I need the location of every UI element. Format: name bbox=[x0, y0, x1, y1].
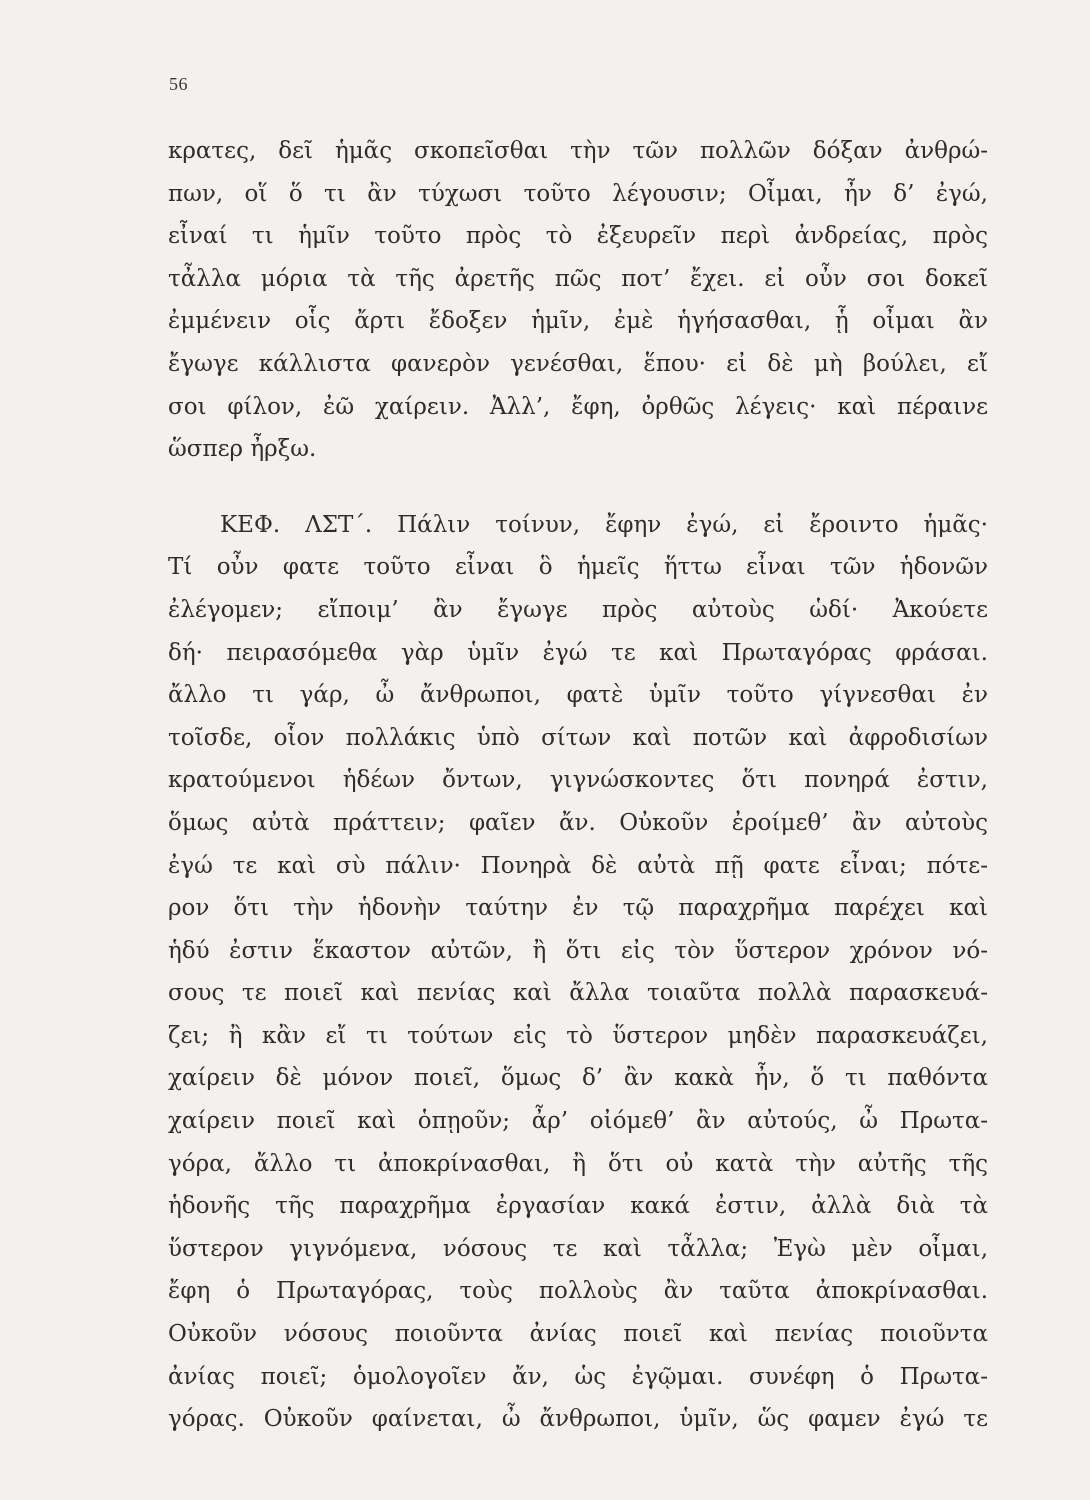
text-line: ἀνίας ποιεῖ; ὁμολογοῖεν ἄν, ὡς ἐγῷμαι. συνέφη ὁ Πρωτα- bbox=[168, 1363, 988, 1390]
text-line: ὥσπερ ἦρξω. bbox=[168, 436, 317, 463]
text-line: πων, οἵ ὅ τι ἂν τύχωσι τοῦτο λέγουσιν; Οἶμαι, ἦν δ’ ἐγώ, bbox=[168, 180, 988, 207]
text-line: ἐγώ τε καὶ σὺ πάλιν· Πονηρὰ δὲ αὐτὰ πῇ φατε εἶναι; πότε- bbox=[168, 852, 988, 879]
text-line: ἔφη ὁ Πρωταγόρας, τοὺς πολλοὺς ἂν ταῦτα ἀποκρίνασθαι. bbox=[168, 1278, 988, 1305]
text-line: εἶναί τι ἡμῖν τοῦτο πρὸς τὸ ἐξευρεῖν περὶ ἀνδρείας, πρὸς bbox=[168, 223, 988, 250]
text-line: ἐλέγομεν; εἴποιμ’ ἂν ἔγωγε πρὸς αὐτοὺς ὡδί· Ἀκούετε bbox=[168, 596, 988, 623]
body-text bbox=[168, 130, 988, 1441]
text-line: ἡδύ ἐστιν ἕκαστον αὐτῶν, ἢ ὅτι εἰς τὸν ὕστερον χρόνον νό- bbox=[168, 937, 988, 964]
text-line: γόρας. Οὐκοῦν φαίνεται, ὦ ἄνθρωποι, ὑμῖν, ὥς φαμεν ἐγώ τε bbox=[168, 1406, 988, 1433]
chapter-heading-line: ΚΕΦ. ΛΣΤ΄. Πάλιν τοίνυν, ἔφην ἐγώ, εἰ ἔροιντο ἡμᾶς· bbox=[220, 511, 988, 538]
text-line: ἐμμένειν οἷς ἄρτι ἔδοξεν ἡμῖν, ἐμὲ ἡγήσασθαι, ᾗ οἶμαι ἂν bbox=[168, 308, 988, 335]
page-number: 56 bbox=[169, 74, 188, 94]
text-line: ὅμως αὐτὰ πράττειν; φαῖεν ἄν. Οὐκοῦν ἐροίμεθ’ ἂν αὐτοὺς bbox=[168, 809, 988, 836]
text-line: ὕστερον γιγνόμενα, νόσους τε καὶ τἆλλα; Ἐγὼ μὲν οἶμαι, bbox=[168, 1235, 988, 1262]
text-line: ἄλλο τι γάρ, ὦ ἄνθρωποι, φατὲ ὑμῖν τοῦτο γίγνεσθαι ἐν bbox=[168, 682, 988, 709]
text-line: ἡδονῆς τῆς παραχρῆμα ἐργασίαν κακά ἐστιν, ἀλλὰ διὰ τὰ bbox=[168, 1193, 988, 1220]
text-line: ἔγωγε κάλλιστα φανερὸν γενέσθαι, ἕπου· εἰ δὲ μὴ βούλει, εἴ bbox=[168, 350, 988, 377]
text-line: κρατες, δεῖ ἡμᾶς σκοπεῖσθαι τὴν τῶν πολλῶν δόξαν ἀνθρώ- bbox=[168, 138, 988, 164]
text-line: χαίρειν ποιεῖ καὶ ὁπῃοῦν; ἆρ’ οἰόμεθ’ ἂν αὐτούς, ὦ Πρωτα- bbox=[168, 1108, 988, 1135]
text-line: ζει; ἢ κἂν εἴ τι τούτων εἰς τὸ ὕστερον μηδὲν παρασκευάζει, bbox=[168, 1022, 988, 1049]
paragraph-1 bbox=[168, 130, 988, 471]
text-line: Οὐκοῦν νόσους ποιοῦντα ἀνίας ποιεῖ καὶ πενίας ποιοῦντα bbox=[168, 1321, 988, 1348]
text-line: σους τε ποιεῖ καὶ πενίας καὶ ἄλλα τοιαῦτα πολλὰ παρασκευά- bbox=[168, 980, 988, 1007]
paragraph-spacer bbox=[168, 471, 988, 504]
text-line: κρατούμενοι ἡδέων ὄντων, γιγνώσκοντες ὅτι πονηρά ἐστιν, bbox=[168, 767, 988, 794]
text-line: δή· πειρασόμεθα γὰρ ὑμῖν ἐγώ τε καὶ Πρωταγόρας φράσαι. bbox=[168, 639, 988, 666]
text-line: Τί οὖν φατε τοῦτο εἶναι ὃ ἡμεῖς ἥττω εἶναι τῶν ἡδονῶν bbox=[168, 554, 988, 581]
paragraph-2 bbox=[168, 504, 988, 1441]
text-line: σοι φίλον, ἐῶ χαίρειν. Ἀλλ’, ἔφη, ὀρθῶς λέγεις· καὶ πέραινε bbox=[168, 393, 988, 420]
text-line: χαίρειν δὲ μόνον ποιεῖ, ὅμως δ’ ἂν κακὰ ἦν, ὅ τι παθόντα bbox=[168, 1065, 988, 1092]
text-line: τοῖσδε, οἷον πολλάκις ὑπὸ σίτων καὶ ποτῶν καὶ ἀφροδισίων bbox=[168, 724, 988, 751]
text-line: γόρα, ἄλλο τι ἀποκρίνασθαι, ἢ ὅτι οὐ κατὰ τὴν αὐτῆς τῆς bbox=[168, 1150, 988, 1177]
text-line: ρον ὅτι τὴν ἡδονὴν ταύτην ἐν τῷ παραχρῆμα παρέχει καὶ bbox=[168, 895, 988, 922]
text-line: τἆλλα μόρια τὰ τῆς ἀρετῆς πῶς ποτ’ ἔχει. εἰ οὖν σοι δοκεῖ bbox=[168, 265, 988, 292]
